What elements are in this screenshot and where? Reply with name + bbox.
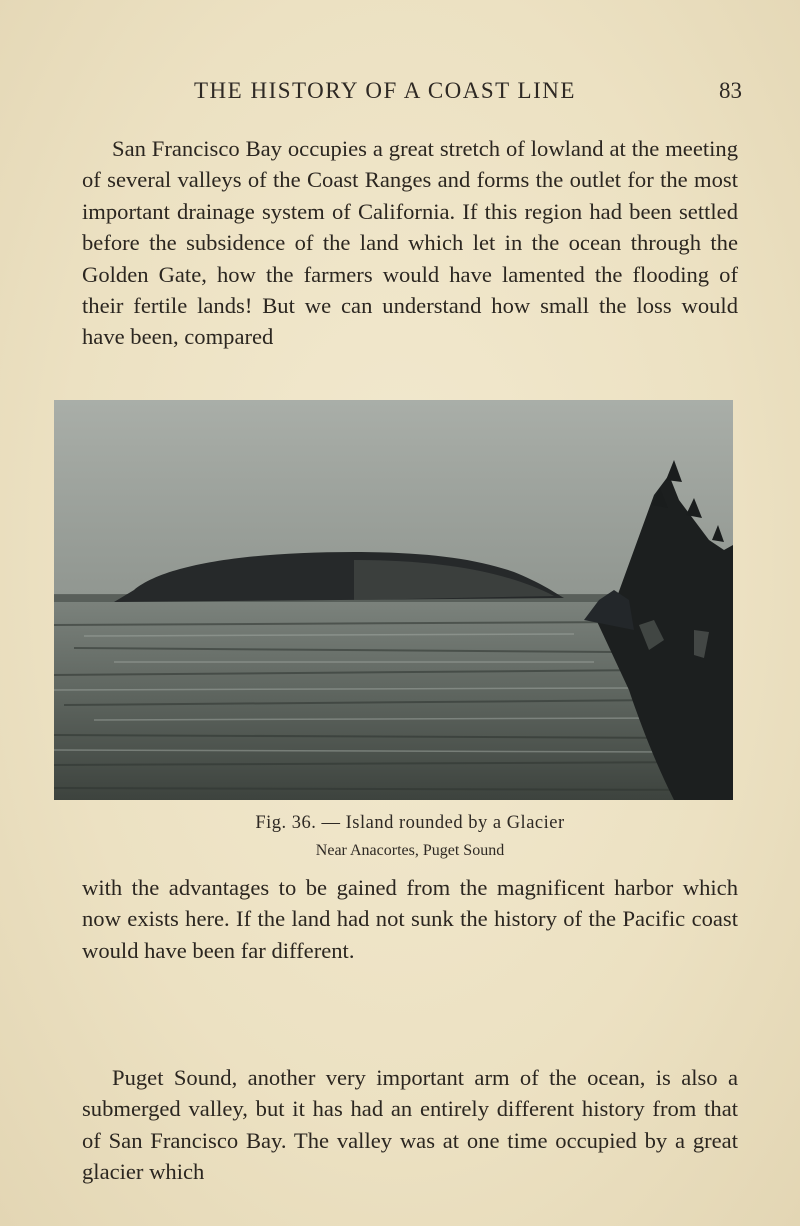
- paragraph-3-text: Puget Sound, another very important arm of the ocean, is also a submerged valley, but it has had an entirely different history from that of San Francisco Bay. The valley was at one time occupied by a great glacier which: [82, 1065, 738, 1185]
- paragraph-3: [82, 1062, 738, 1188]
- figure-photograph: [54, 400, 733, 800]
- paragraph-2: [82, 872, 738, 966]
- figure-caption: Fig. 36. — Island rounded by a Glacier: [255, 813, 565, 833]
- running-head: [82, 78, 742, 112]
- running-title: THE HISTORY OF A COAST LINE: [194, 78, 576, 103]
- paragraph-1-text: San Francisco Bay occupies a great stretch of lowland at the meeting of several valleys of the Coast Ranges and forms the outlet for the most important drainage system of California. If this region had been settled before the subsidence of the land which let in the ocean through the Golden Gate, how the farmers would have lamented the flooding of their fertile lands! But we can understand how small the loss would have been, compared: [82, 136, 738, 350]
- island-photo-icon: [54, 400, 733, 800]
- paragraph-2-text: with the advantages to be gained from the magnificent harbor which now exists here. If the land had not sunk the history of the Pacific coast would have been far different.: [82, 875, 738, 963]
- paragraph-1: [82, 133, 738, 353]
- figure-subcaption: Near Anacortes, Puget Sound: [315, 842, 505, 859]
- page-number: 83: [719, 78, 742, 103]
